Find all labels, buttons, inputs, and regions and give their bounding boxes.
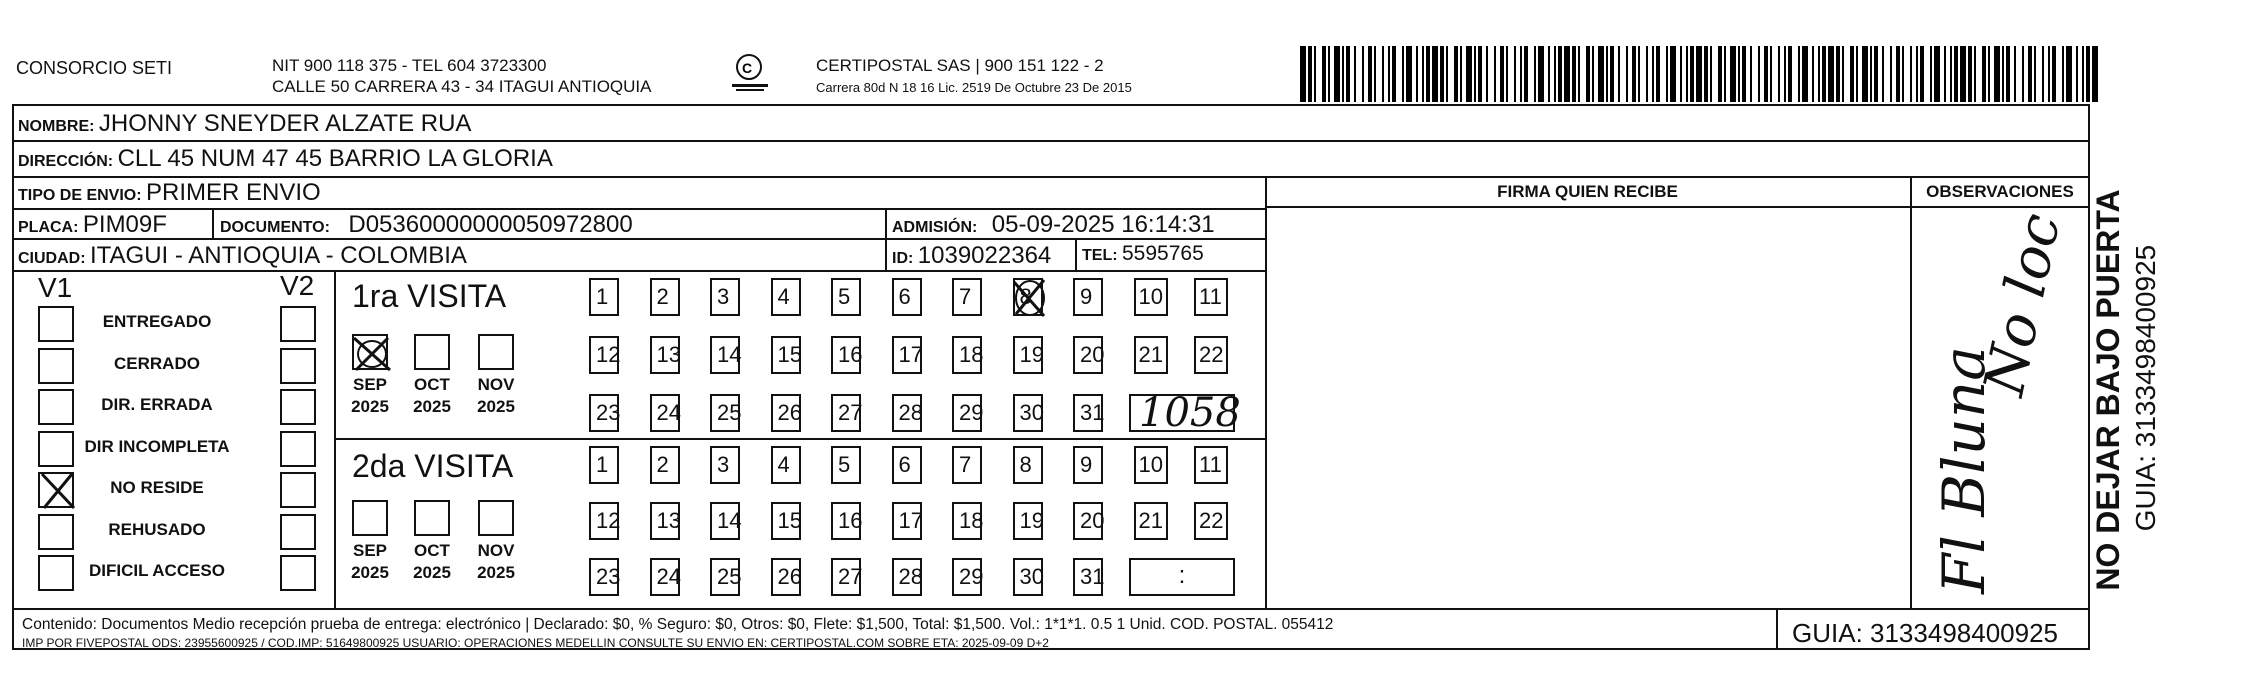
barcode-bar: [1920, 46, 1924, 102]
month-year-label: 2025: [413, 563, 451, 582]
barcode-bar: [1696, 46, 1702, 102]
day-box-24[interactable]: 24: [650, 558, 680, 596]
day-box-7[interactable]: 7: [952, 278, 982, 316]
day-box-4[interactable]: 4: [771, 278, 801, 316]
barcode-bar: [2076, 46, 2078, 102]
barcode-bar: [1890, 46, 1892, 102]
day-box-30[interactable]: 30: [1013, 558, 1043, 596]
barcode-bar: [1862, 46, 1868, 102]
barcode-bar: [1374, 46, 1376, 102]
tipo-envio-label: TIPO DE ENVIO:: [18, 187, 142, 204]
barcode-bar: [1474, 46, 1476, 102]
placa-value: PIM09F: [82, 211, 167, 238]
observaciones-header: OBSERVACIONES: [1926, 182, 2074, 201]
barcode-bar: [1812, 46, 1814, 102]
direccion-label: DIRECCIÓN:: [18, 153, 114, 170]
barcode-bar: [1446, 46, 1448, 102]
barcode-bar: [1656, 46, 1660, 102]
barcode-bar: [1478, 46, 1482, 102]
v2-checkbox[interactable]: [280, 389, 316, 425]
certipostal-logo-icon: [730, 52, 768, 90]
visit2-time-box[interactable]: :: [1129, 558, 1235, 596]
barcode-bar: [1910, 46, 1912, 102]
barcode-bar: [1598, 46, 1604, 102]
day-box-18[interactable]: 18: [952, 502, 982, 540]
day-box-17[interactable]: 17: [892, 502, 922, 540]
barcode-bar: [2086, 46, 2090, 102]
side-guia-text: GUIA: 3133498400925: [2130, 244, 2161, 532]
footer-guia: GUIA: 3133498400925: [1792, 618, 2058, 648]
nit-line-1: NIT 900 118 375 - TEL 604 3723300: [272, 56, 547, 75]
month-checkbox[interactable]: [352, 500, 388, 536]
barcode-bar: [1850, 46, 1854, 102]
barcode-bar: [1798, 46, 1800, 102]
barcode-bar: [1402, 46, 1404, 102]
documento-label: DOCUMENTO:: [220, 219, 330, 236]
tel-label: TEL:: [1082, 247, 1118, 264]
day-box-10[interactable]: 10: [1134, 278, 1168, 316]
day-box-10[interactable]: 10: [1134, 446, 1168, 484]
v2-checkbox[interactable]: [280, 306, 316, 342]
day-box-24[interactable]: 24: [650, 394, 680, 432]
barcode-bar: [1426, 46, 1430, 102]
day-box-6[interactable]: 6: [892, 446, 922, 484]
day-box-20[interactable]: 20: [1073, 336, 1103, 374]
barcode-bar: [1514, 46, 1516, 102]
barcode-bar: [1558, 46, 1562, 102]
company-name: CONSORCIO SETI: [16, 58, 173, 78]
placa-label: PLACA:: [18, 219, 79, 236]
barcode-bar: [1362, 46, 1364, 102]
barcode-bar: [1368, 46, 1372, 102]
barcode-bar: [1974, 46, 1976, 102]
barcode-bar: [1422, 46, 1424, 102]
barcode-bar: [1896, 46, 1900, 102]
footer-line-2: IMP POR FIVEPOSTAL ODS: 23955600925 / COD.IMP: 51649800925 USUARIO: OPERACIONES MEDELLIN CONSULTE SU ENVIO EN: CERTIPOSTAL.COM SOBRE ETA: 2025-09-09 D+2: [22, 636, 1049, 650]
barcode-bar: [1638, 46, 1640, 102]
month-checkbox[interactable]: [414, 334, 450, 370]
barcode-bar: [1632, 46, 1636, 102]
barcode-bar: [1934, 46, 1940, 102]
month-year-label: 2025: [351, 397, 389, 416]
day-box-16[interactable]: 16: [831, 336, 861, 374]
barcode-bar: [2062, 46, 2064, 102]
month-label: OCT: [414, 375, 450, 394]
day-box-12[interactable]: 12: [589, 336, 619, 374]
barcode-bar: [1652, 46, 1654, 102]
barcode-bar: [1466, 46, 1472, 102]
barcode-bar: [1738, 46, 1740, 102]
barcode-bar: [1548, 46, 1550, 102]
day-box-7[interactable]: 7: [952, 446, 982, 484]
barcode-bar: [1308, 46, 1312, 102]
id-label: ID:: [892, 250, 914, 267]
barcode-bar: [1460, 46, 1462, 102]
day-box-14[interactable]: 14: [710, 336, 740, 374]
barcode-bar: [1778, 46, 1780, 102]
barcode: [1300, 46, 2100, 102]
barcode-bar: [1572, 46, 1576, 102]
barcode-bar: [1586, 46, 1590, 102]
handwritten-observation: No loc: [1971, 207, 2074, 401]
barcode-bar: [1802, 46, 1808, 102]
documento-field: [220, 211, 633, 239]
v2-checkbox[interactable]: [280, 431, 316, 467]
day-box-30[interactable]: 30: [1013, 394, 1043, 432]
day-box-17[interactable]: 17: [892, 336, 922, 374]
barcode-bar: [1670, 46, 1676, 102]
tipo-envio-value: PRIMER ENVIO: [146, 179, 321, 206]
day-box-5[interactable]: 5: [831, 278, 861, 316]
barcode-bar: [1406, 46, 1412, 102]
firma-header: FIRMA QUIEN RECIBE: [1497, 182, 1678, 201]
barcode-bar: [1486, 46, 1488, 102]
v2-label: V2: [280, 270, 315, 301]
barcode-bar: [1686, 46, 1688, 102]
barcode-bar: [1950, 46, 1952, 102]
barcode-bar: [2092, 46, 2098, 102]
month-checkbox[interactable]: [414, 500, 450, 536]
barcode-bar: [2028, 46, 2032, 102]
sep-mark-icon: [350, 334, 394, 379]
barcode-bar: [1882, 46, 1884, 102]
day-box-2[interactable]: 2: [650, 446, 680, 484]
barcode-bar: [1856, 46, 1858, 102]
v1-label: V1: [38, 272, 73, 303]
observaciones-area: [1930, 207, 2080, 600]
day-box-28[interactable]: 28: [892, 394, 922, 432]
barcode-bar: [1500, 46, 1504, 102]
v2-checkbox[interactable]: [280, 514, 316, 550]
tipo-envio-field: [18, 179, 321, 207]
nit-line-2: CALLE 50 CARRERA 43 - 34 ITAGUI ANTIOQUIA: [272, 77, 652, 96]
side-no-dejar-text: NO DEJAR BAJO PUERTA: [2090, 189, 2126, 591]
barcode-bar: [1382, 46, 1384, 102]
barcode-bar: [1334, 46, 1340, 102]
footer-line-1: Contenido: Documentos Medio recepción prueba de entrega: electrónico | Declarado: $0, % Seguro: $0, Otros: $0, Flete: $1,500, Total: $1,500. Vol.: 1*1*1. 0.5 1 Unid. COD. POSTAL. 055412: [22, 616, 1334, 633]
barcode-bar: [1592, 46, 1594, 102]
month-label: NOV: [477, 375, 515, 394]
barcode-bar: [1554, 46, 1556, 102]
barcode-bar: [1902, 46, 1904, 102]
barcode-bar: [1506, 46, 1508, 102]
day-box-18[interactable]: 18: [952, 336, 982, 374]
id-field: [892, 242, 1051, 270]
barcode-bar: [1618, 46, 1620, 102]
barcode-bar: [1704, 46, 1708, 102]
barcode-bar: [1538, 46, 1544, 102]
barcode-bar: [1388, 46, 1390, 102]
visit1-title: 1ra VISITA: [352, 278, 507, 314]
tel-field: [1082, 242, 1204, 266]
day-box-4[interactable]: 4: [771, 446, 801, 484]
barcode-bar: [1322, 46, 1326, 102]
barcode-bar: [1742, 46, 1746, 102]
day-box-5[interactable]: 5: [831, 446, 861, 484]
barcode-bar: [1680, 46, 1682, 102]
barcode-bar: [2066, 46, 2072, 102]
reason-label: DIR INCOMPLETA: [84, 436, 230, 456]
v2-checkbox[interactable]: [280, 555, 316, 591]
barcode-bar: [1836, 46, 1840, 102]
visit1-time-box[interactable]: [1129, 390, 1241, 436]
barcode-bar: [1822, 46, 1826, 102]
day-box-31[interactable]: 31: [1073, 558, 1103, 596]
day-box-25[interactable]: 25: [710, 394, 740, 432]
day-box-21[interactable]: 21: [1134, 336, 1168, 374]
no-reside-mark-icon: [38, 470, 78, 517]
day-box-22[interactable]: 22: [1194, 502, 1228, 540]
barcode-bar: [1520, 46, 1522, 102]
barcode-bar: [1968, 46, 1972, 102]
month-label: NOV: [477, 541, 515, 560]
certipostal-line-1: CERTIPOSTAL SAS | 900 151 122 - 2: [816, 56, 1104, 75]
barcode-bar: [1724, 46, 1726, 102]
day-box-25[interactable]: 25: [710, 558, 740, 596]
barcode-bar: [1988, 46, 1990, 102]
barcode-bar: [1828, 46, 1834, 102]
barcode-bar: [1982, 46, 1986, 102]
ciudad-label: CIUDAD:: [18, 250, 86, 267]
barcode-bar: [1354, 46, 1356, 102]
day-box-19[interactable]: 19: [1013, 502, 1043, 540]
barcode-bar: [1578, 46, 1580, 102]
day-box-27[interactable]: 27: [831, 394, 861, 432]
reason-label: DIR. ERRADA: [101, 395, 213, 414]
month-label: SEP: [352, 375, 388, 394]
day-box-9[interactable]: 9: [1073, 446, 1103, 484]
day-box-26[interactable]: 26: [771, 394, 801, 432]
day-box-20[interactable]: 20: [1073, 502, 1103, 540]
ciudad-field: [18, 242, 467, 270]
barcode-bar: [1432, 46, 1438, 102]
barcode-bar: [1930, 46, 1932, 102]
barcode-bar: [1960, 46, 1966, 102]
reason-label: ENTREGADO: [102, 312, 212, 331]
day-box-15[interactable]: 15: [771, 336, 801, 374]
day-box-3[interactable]: 3: [710, 446, 740, 484]
barcode-bar: [1842, 46, 1844, 102]
barcode-bar: [1342, 46, 1344, 102]
tel-value: 5595765: [1122, 242, 1204, 265]
barcode-bar: [2014, 46, 2016, 102]
barcode-bar: [1994, 46, 2000, 102]
month-year-label: 2025: [477, 397, 515, 416]
barcode-bar: [1328, 46, 1330, 102]
barcode-bar: [1564, 46, 1570, 102]
day-box-11[interactable]: 11: [1194, 446, 1228, 484]
barcode-bar: [1416, 46, 1418, 102]
barcode-bar: [1944, 46, 1946, 102]
barcode-bar: [1392, 46, 1396, 102]
direccion-value: CLL 45 NUM 47 45 BARRIO LA GLORIA: [117, 145, 553, 172]
day-box-13[interactable]: 13: [650, 502, 680, 540]
day-box-28[interactable]: 28: [892, 558, 922, 596]
reason-label: NO RESIDE: [110, 478, 204, 497]
barcode-bar: [2042, 46, 2044, 102]
nombre-label: NOMBRE:: [18, 118, 95, 135]
day-box-21[interactable]: 21: [1134, 502, 1168, 540]
day-box-31[interactable]: 31: [1073, 394, 1103, 432]
barcode-bar: [1666, 46, 1668, 102]
nombre-field: [18, 110, 471, 138]
barcode-bar: [2006, 46, 2010, 102]
barcode-bar: [1710, 46, 1712, 102]
reason-label: DIFICIL ACCESO: [88, 561, 225, 580]
barcode-bar: [1730, 46, 1736, 102]
barcode-bar: [1524, 46, 1528, 102]
barcode-bar: [1346, 46, 1350, 102]
day-box-2[interactable]: 2: [650, 278, 680, 316]
barcode-bar: [1718, 46, 1722, 102]
day-box-3[interactable]: 3: [710, 278, 740, 316]
barcode-bar: [2002, 46, 2004, 102]
month-year-label: 2025: [413, 397, 451, 416]
month-label: OCT: [414, 541, 450, 560]
placa-field: [18, 211, 167, 239]
month-checkbox[interactable]: [478, 334, 514, 370]
day-box-13[interactable]: 13: [650, 336, 680, 374]
day-box-14[interactable]: 14: [710, 502, 740, 540]
barcode-bar: [2052, 46, 2056, 102]
barcode-bar: [1770, 46, 1772, 102]
barcode-bar: [1610, 46, 1614, 102]
barcode-bar: [1606, 46, 1608, 102]
day-box-1[interactable]: 1: [589, 278, 619, 316]
handwritten-signature: Fl Bluna: [1930, 346, 1998, 594]
nombre-value: JHONNY SNEYDER ALZATE RUA: [98, 110, 472, 137]
day-box-19[interactable]: 19: [1013, 336, 1043, 374]
admision-label: ADMISIÓN:: [892, 219, 978, 236]
month-year-label: 2025: [351, 563, 389, 582]
barcode-bar: [1534, 46, 1536, 102]
barcode-bar: [1300, 46, 1306, 102]
day-box-22[interactable]: 22: [1194, 336, 1228, 374]
certipostal-line-2: Carrera 80d N 18 16 Lic. 2519 De Octubre 23 De 2015: [816, 80, 1132, 95]
id-value: 1039022364: [917, 242, 1052, 269]
barcode-bar: [1646, 46, 1648, 102]
barcode-bar: [2034, 46, 2036, 102]
admision-field: [892, 211, 1215, 239]
visit1-time: 1058: [1139, 390, 1241, 436]
day-box-29[interactable]: 29: [952, 558, 982, 596]
documento-value: D05360000000050972800: [348, 211, 633, 238]
month-year-label: 2025: [477, 563, 515, 582]
barcode-bar: [1494, 46, 1496, 102]
month-label: SEP: [352, 541, 388, 560]
day-box-6[interactable]: 6: [892, 278, 922, 316]
barcode-bar: [1818, 46, 1820, 102]
day-box-27[interactable]: 27: [831, 558, 861, 596]
barcode-bar: [1690, 46, 1694, 102]
barcode-bar: [2082, 46, 2084, 102]
barcode-bar: [1626, 46, 1628, 102]
barcode-bar: [2048, 46, 2050, 102]
day-box-12[interactable]: 12: [589, 502, 619, 540]
direccion-field: [18, 145, 553, 173]
barcode-bar: [1314, 46, 1316, 102]
day-box-1[interactable]: 1: [589, 446, 619, 484]
barcode-bar: [1750, 46, 1752, 102]
barcode-bar: [1454, 46, 1458, 102]
barcode-bar: [1870, 46, 1872, 102]
v2-checkbox[interactable]: [280, 348, 316, 384]
day-box-26[interactable]: 26: [771, 558, 801, 596]
svg-text:C: C: [742, 60, 753, 76]
day-box-8[interactable]: 8: [1013, 278, 1043, 316]
day-box-9[interactable]: 9: [1073, 278, 1103, 316]
day-8-mark-icon: [1010, 276, 1050, 325]
reason-label: REHUSADO: [108, 519, 206, 539]
barcode-bar: [1916, 46, 1918, 102]
barcode-bar: [1788, 46, 1792, 102]
barcode-bar: [1874, 46, 1878, 102]
day-box-29[interactable]: 29: [952, 394, 982, 432]
ciudad-value: ITAGUI - ANTIOQUIA - COLOMBIA: [90, 242, 467, 269]
reason-label: CERRADO: [114, 353, 200, 373]
barcode-bar: [1764, 46, 1768, 102]
day-box-23[interactable]: 23: [589, 394, 619, 432]
visit2-title: 2da VISITA: [352, 448, 514, 484]
day-box-16[interactable]: 16: [831, 502, 861, 540]
admision-value: 05-09-2025 16:14:31: [991, 211, 1215, 238]
barcode-bar: [1440, 46, 1444, 102]
barcode-bar: [2022, 46, 2024, 102]
day-box-15[interactable]: 15: [771, 502, 801, 540]
barcode-bar: [1758, 46, 1760, 102]
barcode-bar: [1954, 46, 1958, 102]
day-box-23[interactable]: 23: [589, 558, 619, 596]
v2-checkbox[interactable]: [280, 472, 316, 508]
day-box-11[interactable]: 11: [1194, 278, 1228, 316]
month-checkbox[interactable]: [478, 500, 514, 536]
barcode-bar: [1784, 46, 1786, 102]
day-box-8[interactable]: 8: [1013, 446, 1043, 484]
